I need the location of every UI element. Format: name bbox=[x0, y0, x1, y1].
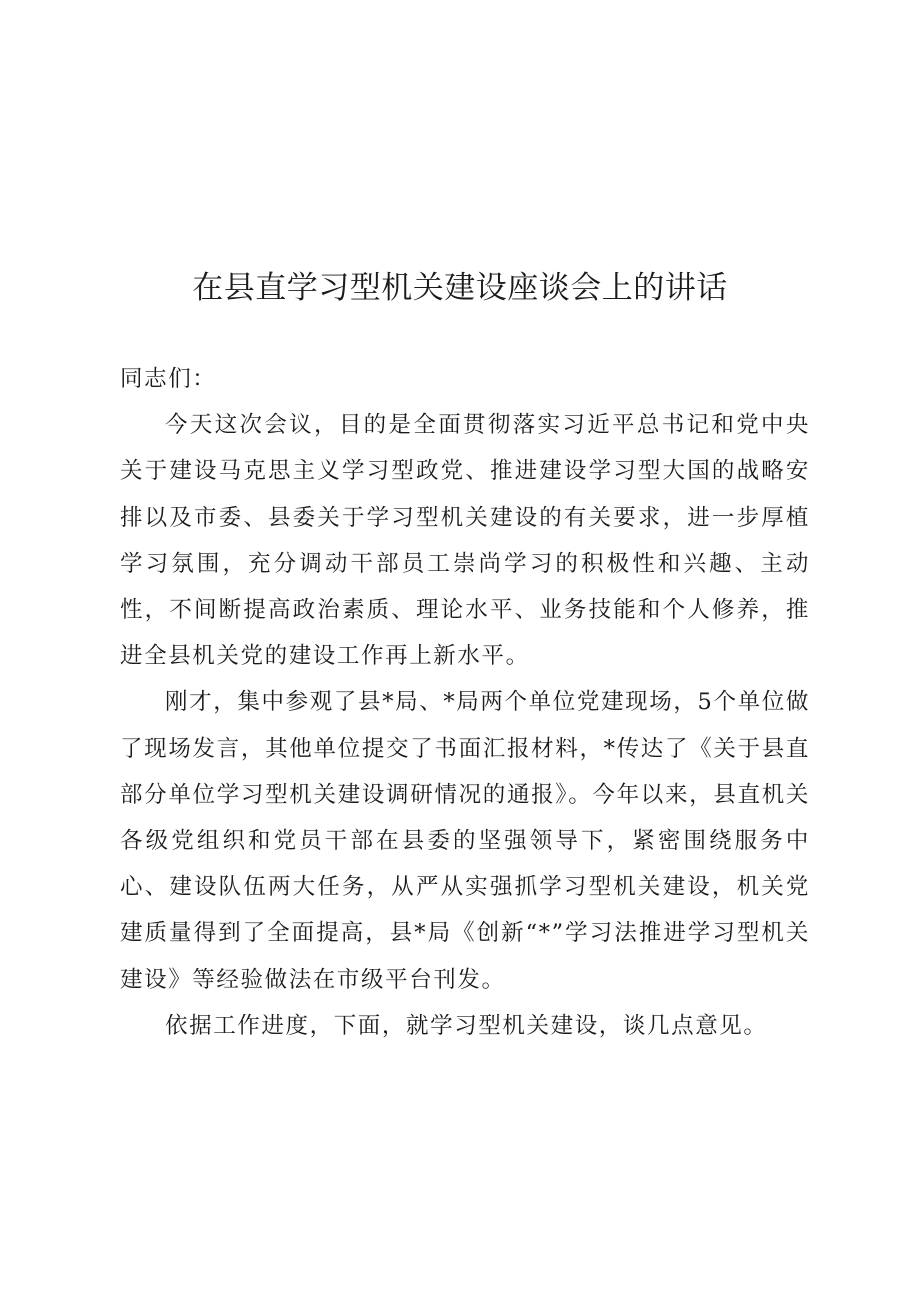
document-title: 在县直学习型机关建设座谈会上的讲话 bbox=[192, 270, 728, 306]
document-body bbox=[120, 356, 810, 1049]
paragraph-1: 今天这次会议，目的是全面贯彻落实习近平总书记和党中央关于建设马克思主义学习型政党、推进建设学习型大国的战略安排以及市委、县委关于学习型机关建设的有关要求，进一步厚植学习氛围，充分调动干部员工崇尚学习的积极性和兴趣、主动性，不间断提高政治素质、理论水平、业务技能和个人修养，推进全县机关党的建设工作再上新水平。 bbox=[120, 412, 810, 670]
salutation: 同志们： bbox=[120, 366, 217, 392]
paragraph-3: 依据工作进度，下面，就学习型机关建设，谈几点意见。 bbox=[165, 1012, 768, 1039]
paragraph-2: 刚才，集中参观了县*局、*局两个单位党建现场，5个单位做了现场发言，其他单位提交了书面汇报材料，*传达了《关于县直部分单位学习型机关建设调研情况的通报》。今年以来，县直机关各级党组织和党员干部在县委的坚强领导下，紧密围绕服务中心、建设队伍两大任务，从严从实强抓学习型机关建设，机关党建质量得到了全面提高，县*局《创新“*”学习法推进学习型机关建设》等经验做法在市级平台刊发。 bbox=[120, 689, 810, 993]
